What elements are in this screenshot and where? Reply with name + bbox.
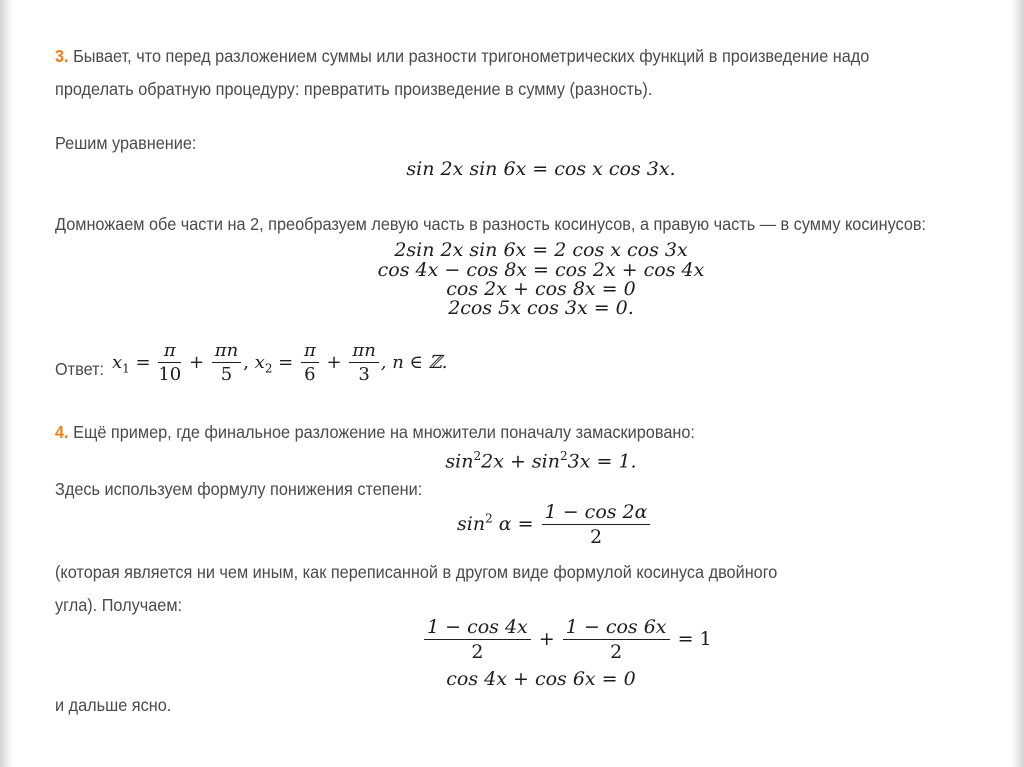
transform-text: Домножаем обе части на 2, преобразуем левую часть в разность косинусов, а правую часть — в сумму косинусов: xyxy=(55,214,927,234)
right-edge-shadow xyxy=(1010,0,1024,767)
result-fraction-2: $\frac{1 - \cos 6x}{2}$ xyxy=(563,618,670,662)
section-4-intro: 4. Ещё пример, где финальное разложение на множители поначалу замаскировано: xyxy=(55,422,695,442)
answer-label: Ответ: xyxy=(55,359,105,379)
formula-fraction: $\frac{1 - \cos 2\alpha}{2}$ xyxy=(542,503,651,547)
solve-label: Решим уравнение: xyxy=(55,133,197,153)
equation-main: sin 2x sin 6x = cos x cos 3x. xyxy=(406,158,676,180)
answer-fraction-1: $\frac{\pi}{10}$ xyxy=(158,340,182,385)
left-edge-shadow xyxy=(0,0,14,767)
answer-fraction-3: $\frac{\pi}{6}$ xyxy=(301,342,319,384)
answer-fraction-2: $\frac{\pi n}{5}$ xyxy=(212,342,241,384)
closing-text: и дальше ясно. xyxy=(55,695,172,715)
section-3-intro-line-1: 3. Бывает, что перед разложением суммы или разности тригонометрических функций в произведение надо xyxy=(55,46,870,66)
section-4-number: 4. xyxy=(55,422,69,442)
answer-expression: $x_1$ = $\frac{\pi}{10}$ + $\frac{\pi n}{5}$ , $x_2$ = $\frac{\pi}{6}$ + $\frac{\pi n}{3}$ , n ∈ ℤ. xyxy=(112,340,448,385)
step-2: cos 4x − cos 8x = cos 2x + cos 4x xyxy=(377,259,705,281)
equation-section-4: $\sin^22x + \sin^23x = 1$. xyxy=(445,449,637,473)
note-line-1: (которая является ни чем иным, как переписанной в другом виде формулой косинуса двойного xyxy=(55,562,778,582)
note-line-2: угла). Получаем: xyxy=(55,595,183,615)
step-1: 2sin 2x sin 6x = 2 cos x cos 3x xyxy=(394,239,688,261)
result-final: cos 4x + cos 6x = 0 xyxy=(446,668,636,690)
section-3-number: 3. xyxy=(55,46,69,66)
section-3-intro-line-2: проделать обратную процедуру: превратить произведение в сумму (разность). xyxy=(55,79,653,99)
formula-label: Здесь используем формулу понижения степени: xyxy=(55,479,423,499)
step-4: 2cos 5x cos 3x = 0. xyxy=(448,297,634,319)
power-reduction-formula: $\sin^2 \alpha$ = $\frac{1 - \cos 2\alpha}{2}$ xyxy=(457,503,652,547)
result-fraction-1: $\frac{1 - \cos 4x}{2}$ xyxy=(424,618,531,662)
result-equation: $\frac{1 - \cos 4x}{2}$ + $\frac{1 - \cos 6x}{2}$ = 1 xyxy=(422,618,712,662)
answer-fraction-4: $\frac{\pi n}{3}$ xyxy=(349,342,378,384)
step-3: cos 2x + cos 8x = 0 xyxy=(446,278,636,300)
